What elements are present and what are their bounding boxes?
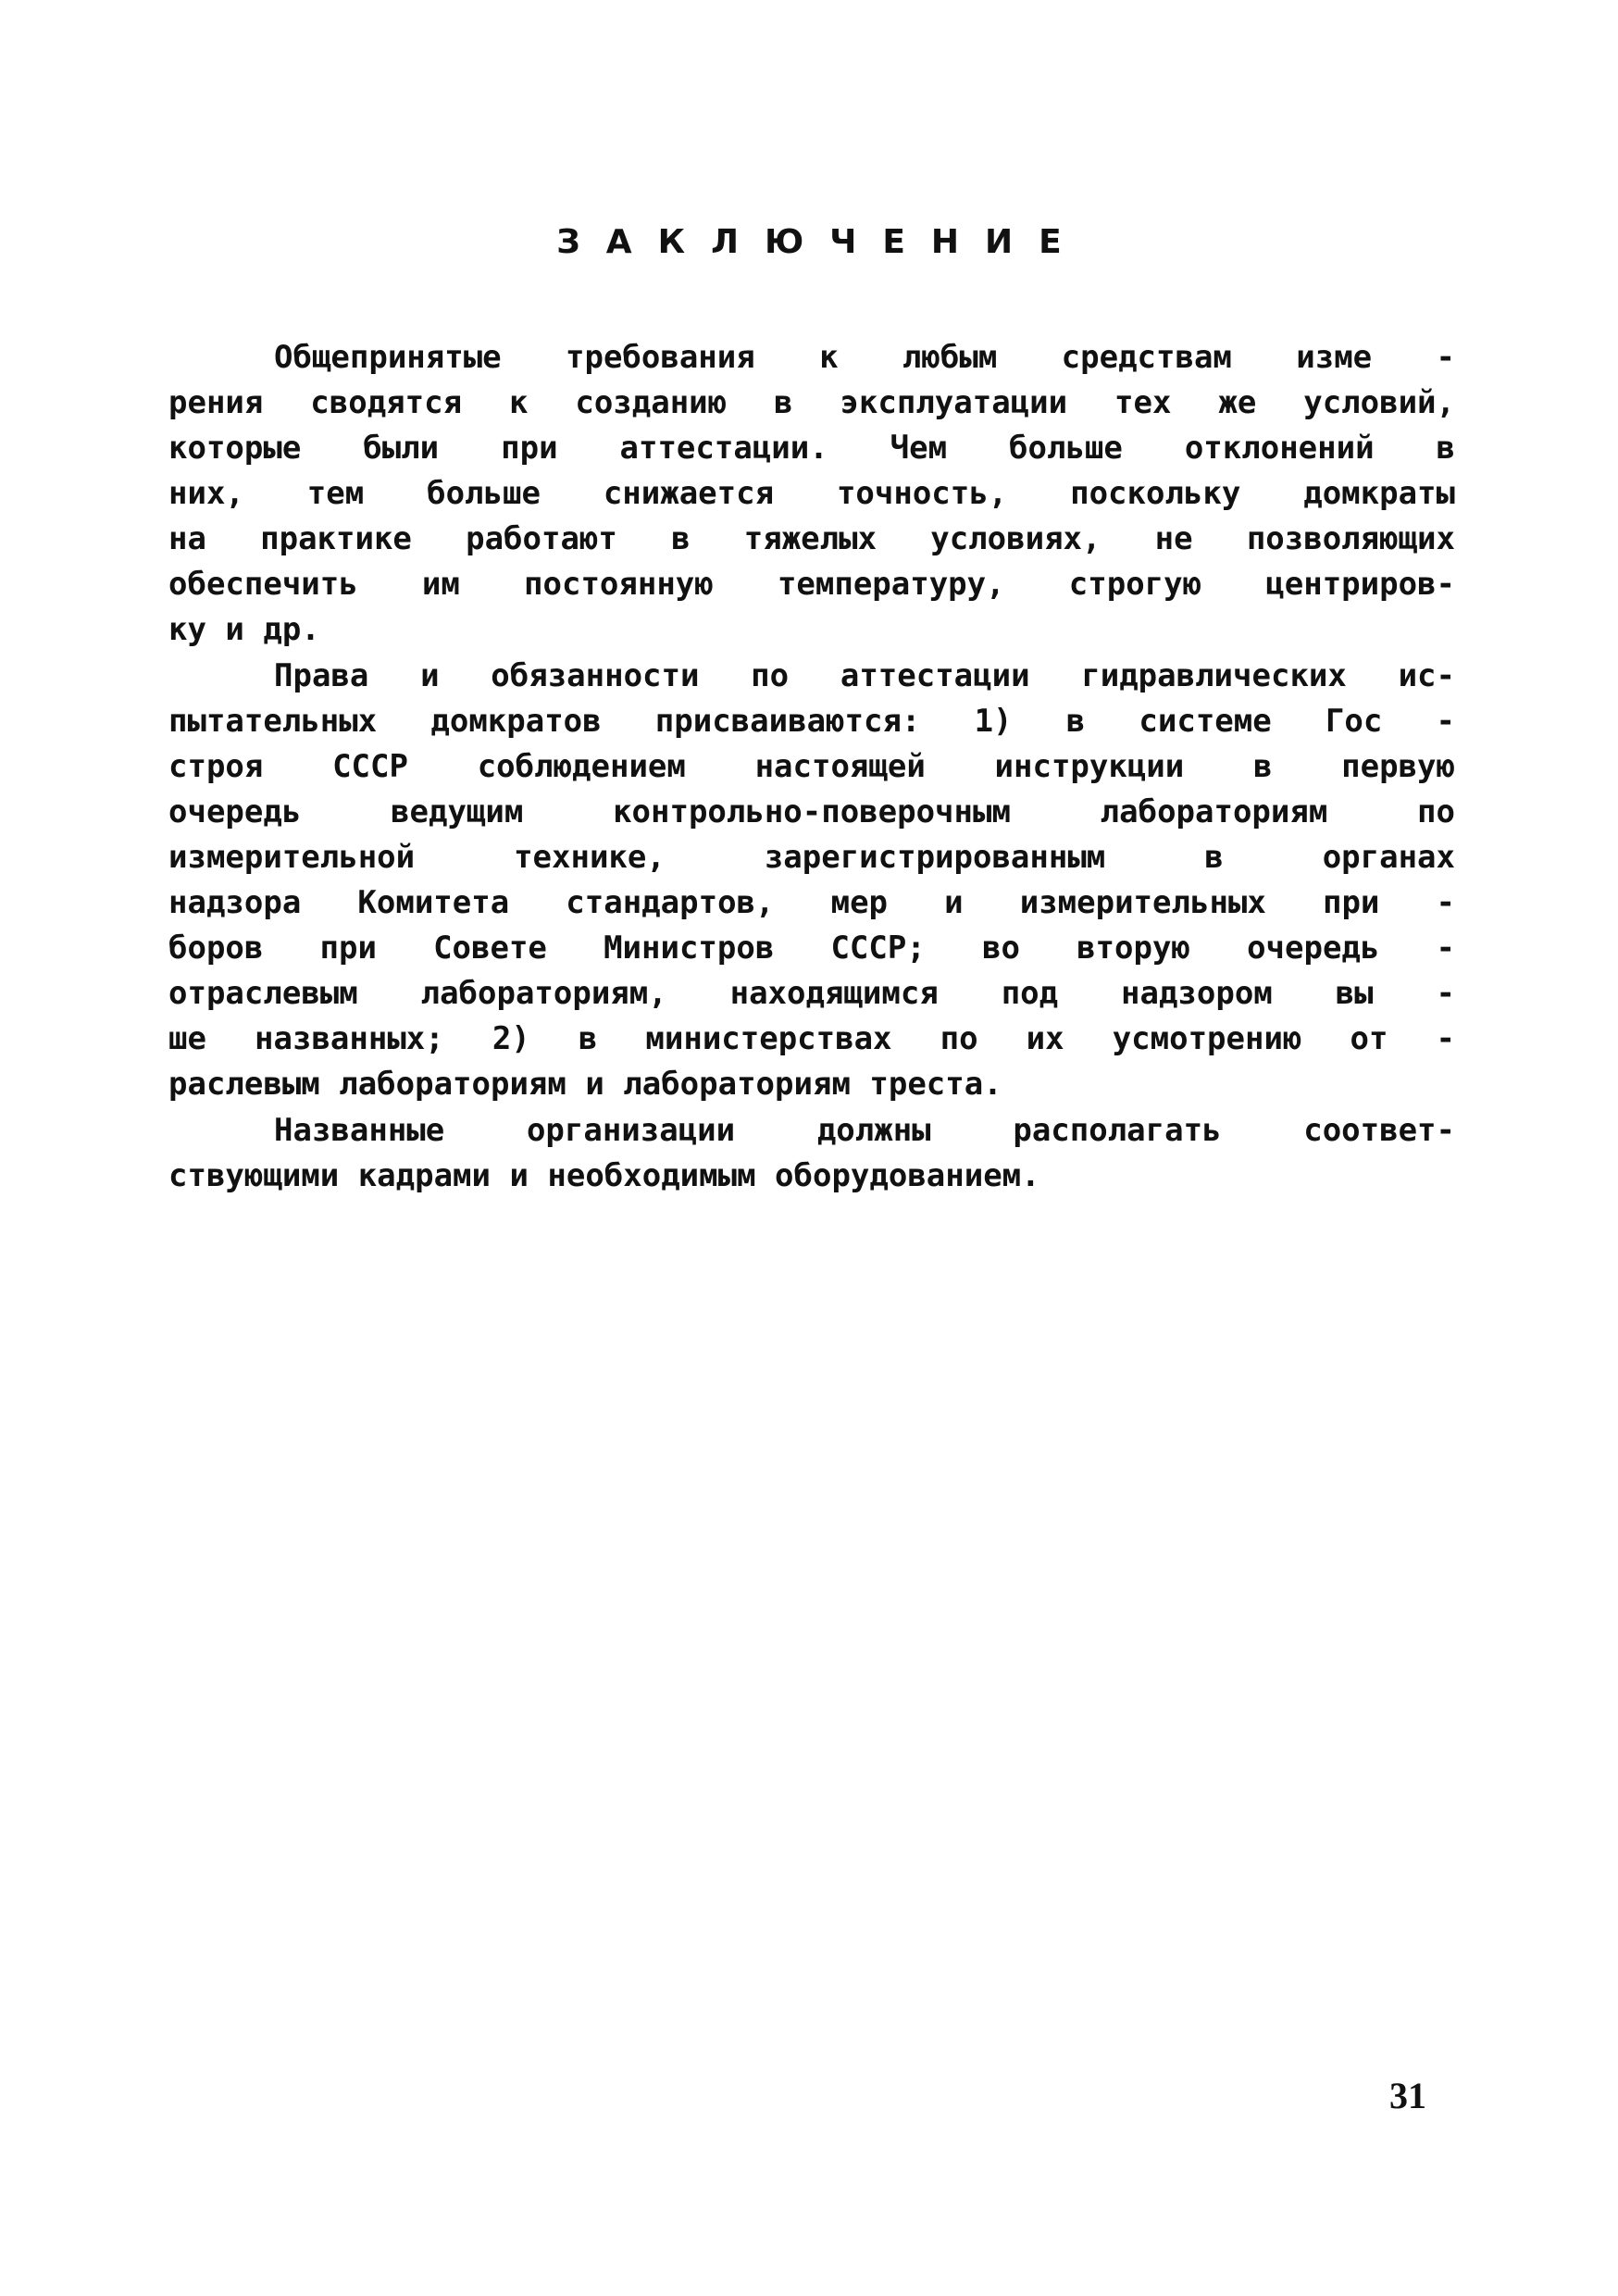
page-number: 31	[1389, 2075, 1426, 2116]
text-line: надзора Комитета стандартов, мер и измерительных при -	[168, 884, 1455, 921]
paragraph	[168, 1108, 1455, 1199]
text-line: ку и др.	[168, 611, 320, 648]
body-text	[168, 335, 1455, 1199]
text-line: Общепринятые требования к любым средствам изме -	[274, 339, 1455, 376]
text-line: строя СССР соблюдением настоящей инструкции в первую	[168, 748, 1455, 785]
text-line: ше названных; 2) в министерствах по их усмотрению от -	[168, 1020, 1455, 1057]
text-line: очередь ведущим контрольно-поверочным лабораториям по	[168, 793, 1455, 830]
paragraph	[168, 335, 1455, 653]
paragraph	[168, 654, 1455, 1107]
text-line: боров при Совете Министров СССР; во вторую очередь -	[168, 930, 1455, 967]
text-line: которые были при аттестации. Чем больше отклонений в	[168, 430, 1455, 467]
text-line: рения сводятся к созданию в эксплуатации тех же условий,	[168, 384, 1455, 421]
text-line: отраслевым лабораториям, находящимся под надзором вы -	[168, 975, 1455, 1012]
page-title: ЗАКЛЮЧЕНИЕ	[556, 223, 1088, 261]
text-line: Права и обязанности по аттестации гидравлических ис-	[274, 657, 1455, 694]
text-line: раслевым лабораториям и лабораториям треста.	[168, 1066, 1002, 1103]
text-line: измерительной технике, зарегистрированным в органах	[168, 839, 1455, 876]
text-line: обеспечить им постоянную температуру, строгую центриров-	[168, 566, 1455, 603]
text-line: них, тем больше снижается точность, поскольку домкраты	[168, 475, 1455, 512]
text-line: на практике работают в тяжелых условиях, не позволяющих	[168, 520, 1455, 557]
text-line: Названные организации должны располагать соответ-	[274, 1112, 1455, 1149]
text-line: пытательных домкратов присваиваются: 1) в системе Гос -	[168, 703, 1455, 740]
text-line: ствующими кадрами и необходимым оборудованием.	[168, 1157, 1040, 1194]
